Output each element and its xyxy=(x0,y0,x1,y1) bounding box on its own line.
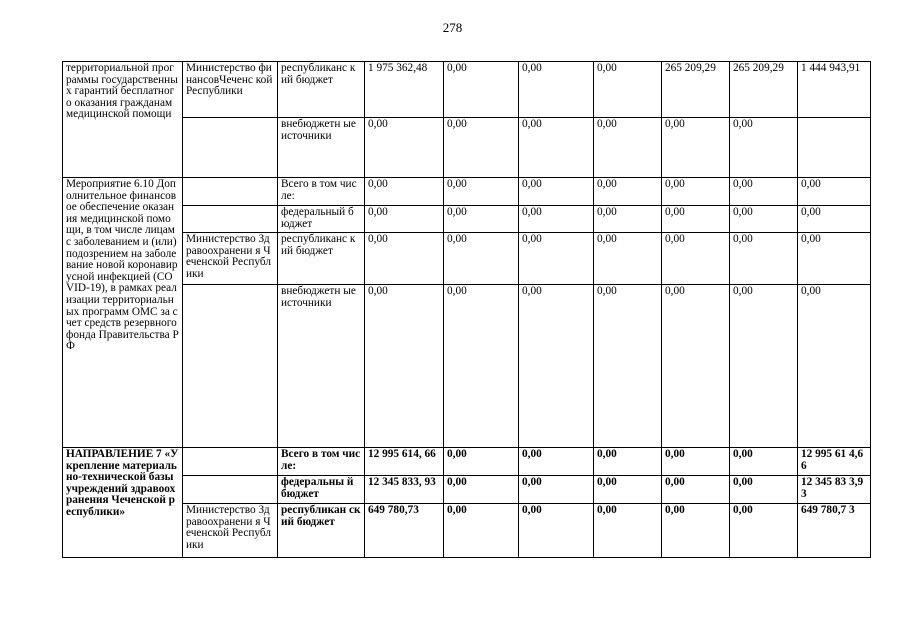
value-cell: 0,00 xyxy=(519,285,594,448)
funding-source-cell: Всего в том числе: xyxy=(278,448,365,476)
funding-source-cell: федеральны й бюджет xyxy=(278,476,365,504)
value-cell: 12 995 61 4,66 xyxy=(798,448,871,476)
value-cell: 0,00 xyxy=(365,118,444,178)
table-row xyxy=(63,285,871,448)
direction-title: НАПРАВЛЕНИЕ 7 «Укрепление материально-технической базы учреждений здравоохранения Чеченской республики» xyxy=(63,448,183,558)
value-cell: 0,00 xyxy=(365,178,444,206)
value-cell: 12 995 614, 66 xyxy=(365,448,444,476)
value-cell: 0,00 xyxy=(519,62,594,118)
value-cell: 0,00 xyxy=(519,206,594,233)
value-cell: 0,00 xyxy=(444,206,519,233)
value-cell: 0,00 xyxy=(730,118,798,178)
table-row xyxy=(63,233,871,285)
budget-table xyxy=(62,61,871,558)
value-cell: 0,00 xyxy=(444,118,519,178)
value-cell: 0,00 xyxy=(365,285,444,448)
value-cell: 0,00 xyxy=(365,206,444,233)
value-cell: 0,00 xyxy=(594,62,662,118)
value-cell: 0,00 xyxy=(730,206,798,233)
value-cell: 0,00 xyxy=(798,206,871,233)
value-cell: 12 345 83 3,93 xyxy=(798,476,871,504)
value-cell: 0,00 xyxy=(594,118,662,178)
table-row xyxy=(63,448,871,476)
agency-cell xyxy=(183,285,278,448)
agency-cell xyxy=(183,178,278,206)
value-cell: 0,00 xyxy=(444,233,519,285)
value-cell: 0,00 xyxy=(519,504,594,558)
value-cell: 0,00 xyxy=(365,233,444,285)
value-cell: 0,00 xyxy=(444,504,519,558)
value-cell: 0,00 xyxy=(444,62,519,118)
agency-cell xyxy=(183,118,278,178)
value-cell: 0,00 xyxy=(730,233,798,285)
value-cell: 0,00 xyxy=(662,178,730,206)
value-cell: 0,00 xyxy=(730,504,798,558)
value-cell: 649 780,73 xyxy=(365,504,444,558)
value-cell: 0,00 xyxy=(798,178,871,206)
value-cell: 0,00 xyxy=(730,448,798,476)
value-cell: 0,00 xyxy=(519,476,594,504)
value-cell: 0,00 xyxy=(444,476,519,504)
value-cell: 12 345 833, 93 xyxy=(365,476,444,504)
value-cell: 0,00 xyxy=(594,233,662,285)
value-cell: 0,00 xyxy=(798,233,871,285)
funding-source-cell: внебюджетн ые источники xyxy=(278,118,365,178)
funding-source-cell: республиканс кий бюджет xyxy=(278,62,365,118)
funding-source-cell: Всего в том числе: xyxy=(278,178,365,206)
value-cell: 0,00 xyxy=(594,476,662,504)
funding-source-cell: федеральный бюджет xyxy=(278,206,365,233)
value-cell: 265 209,29 xyxy=(662,62,730,118)
agency-cell: Министерство финансовЧеченс кой Республики xyxy=(183,62,278,118)
value-cell: 0,00 xyxy=(444,285,519,448)
value-cell: 0,00 xyxy=(662,118,730,178)
value-cell: 0,00 xyxy=(662,448,730,476)
value-cell: 0,00 xyxy=(519,448,594,476)
value-cell: 0,00 xyxy=(444,448,519,476)
agency-cell xyxy=(183,206,278,233)
table-row xyxy=(63,206,871,233)
value-cell: 0,00 xyxy=(594,206,662,233)
value-cell: 0,00 xyxy=(519,233,594,285)
agency-cell: Министерство Здравоохранени я Чеченской Республики xyxy=(183,233,278,285)
activity-title: территориальной программы государственных гарантий бесплатного оказания гражданам медицинской помощи xyxy=(63,62,183,178)
value-cell: 0,00 xyxy=(594,448,662,476)
value-cell: 0,00 xyxy=(798,285,871,448)
value-cell: 0,00 xyxy=(730,285,798,448)
value-cell: 0,00 xyxy=(730,178,798,206)
table-row xyxy=(63,62,871,118)
value-cell: 0,00 xyxy=(594,504,662,558)
value-cell: 0,00 xyxy=(662,285,730,448)
value-cell: 265 209,29 xyxy=(730,62,798,118)
value-cell xyxy=(798,118,871,178)
table-row xyxy=(63,118,871,178)
value-cell: 0,00 xyxy=(662,206,730,233)
funding-source-cell: республикан ский бюджет xyxy=(278,504,365,558)
value-cell: 0,00 xyxy=(730,476,798,504)
page-number: 278 xyxy=(442,20,463,35)
agency-cell xyxy=(183,448,278,476)
funding-source-cell: внебюджетн ые источники xyxy=(278,285,365,448)
table-row xyxy=(63,504,871,558)
funding-source-cell: республиканс кий бюджет xyxy=(278,233,365,285)
value-cell: 0,00 xyxy=(444,178,519,206)
value-cell: 0,00 xyxy=(519,118,594,178)
table-row xyxy=(63,178,871,206)
table-row xyxy=(63,476,871,504)
value-cell: 1 975 362,48 xyxy=(365,62,444,118)
value-cell: 0,00 xyxy=(662,476,730,504)
value-cell: 0,00 xyxy=(662,233,730,285)
value-cell: 0,00 xyxy=(594,178,662,206)
agency-cell: Министерство Здравоохранени я Чеченской Республики xyxy=(183,504,278,558)
agency-cell xyxy=(183,476,278,504)
value-cell: 1 444 943,91 xyxy=(798,62,871,118)
activity-title: Мероприятие 6.10 Дополнительное финансовое обеспечение оказания медицинской помощи, в том числе лицам с заболеванием и (или) подозрением на заболевание новой коронавирусной инфекцией (COVID-19), в рамках реализации территориальных программ ОМС за счет средств резервного фонда Правительства РФ xyxy=(63,178,183,448)
value-cell: 649 780,7 3 xyxy=(798,504,871,558)
value-cell: 0,00 xyxy=(594,285,662,448)
value-cell: 0,00 xyxy=(662,504,730,558)
value-cell: 0,00 xyxy=(519,178,594,206)
